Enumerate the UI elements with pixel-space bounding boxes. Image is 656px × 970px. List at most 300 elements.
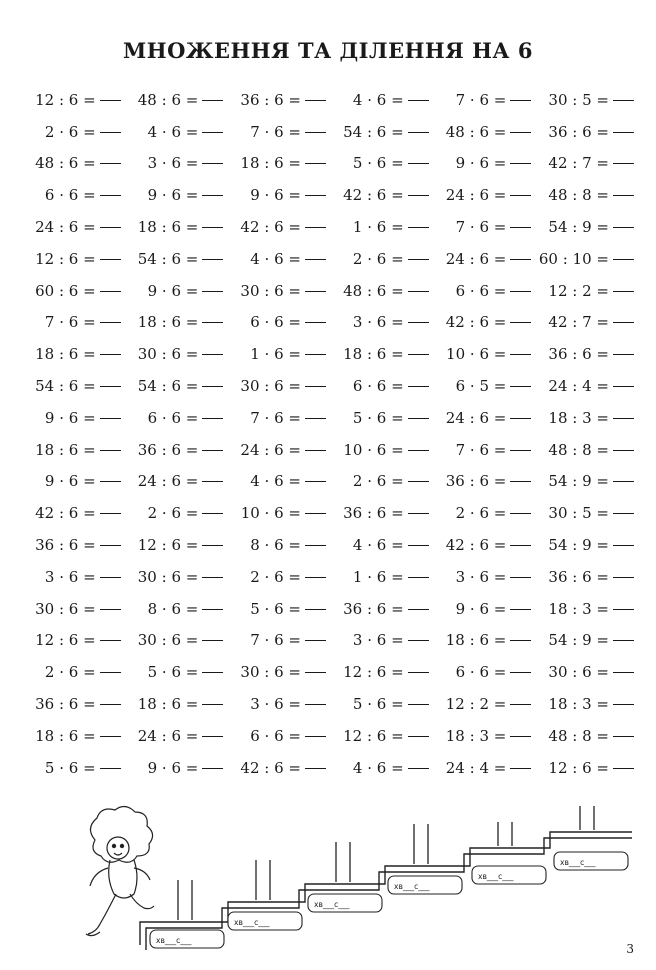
exercise-item [22, 593, 125, 625]
answer-blank[interactable] [510, 290, 531, 292]
answer-blank[interactable] [408, 735, 429, 737]
exercise-item [433, 338, 536, 370]
answer-blank[interactable] [613, 385, 634, 387]
exercise-expression: 54 : 9 = [548, 536, 609, 555]
exercise-expression: 9 · 6 = [44, 408, 96, 427]
exercise-item [125, 688, 228, 720]
answer-blank[interactable] [510, 480, 531, 482]
exercise-expression: 12 : 6 = [343, 663, 404, 682]
answer-blank[interactable] [305, 671, 326, 673]
answer-blank[interactable] [100, 290, 121, 292]
exercise-item [227, 434, 330, 466]
exercise-expression: 8 · 6 = [250, 536, 301, 555]
answer-blank[interactable] [613, 194, 634, 196]
exercise-item [330, 434, 433, 466]
exercise-item [535, 179, 638, 211]
answer-blank[interactable] [613, 449, 634, 451]
answer-blank[interactable] [305, 258, 326, 260]
exercise-expression: 36 : 6 = [343, 599, 404, 618]
answer-blank[interactable] [510, 639, 531, 641]
answer-blank[interactable] [510, 321, 531, 323]
exercise-item [330, 148, 433, 180]
answer-blank[interactable] [613, 576, 634, 578]
answer-blank[interactable] [100, 576, 121, 578]
answer-blank[interactable] [202, 131, 223, 133]
exercise-item [330, 338, 433, 370]
answer-blank[interactable] [202, 99, 223, 101]
answer-blank[interactable] [202, 512, 223, 514]
answer-blank[interactable] [202, 703, 223, 705]
answer-blank[interactable] [408, 671, 429, 673]
answer-blank[interactable] [305, 767, 326, 769]
answer-blank[interactable] [100, 671, 121, 673]
answer-blank[interactable] [202, 480, 223, 482]
exercise-item [433, 148, 536, 180]
answer-blank[interactable] [305, 353, 326, 355]
exercise-expression: 6 · 6 = [455, 281, 507, 300]
exercise-item [125, 84, 228, 116]
exercise-expression: 10 · 6 = [240, 504, 301, 523]
answer-blank[interactable] [202, 417, 223, 419]
answer-blank[interactable] [100, 735, 121, 737]
exercise-expression: 36 : 6 = [35, 536, 96, 555]
answer-blank[interactable] [613, 162, 634, 164]
exercise-expression: 2 · 6 = [44, 663, 96, 682]
answer-blank[interactable] [408, 226, 429, 228]
exercise-expression: 5 · 6 = [352, 154, 404, 173]
answer-blank[interactable] [408, 608, 429, 610]
answer-blank[interactable] [100, 512, 121, 514]
exercise-item [125, 593, 228, 625]
exercise-item [22, 402, 125, 434]
answer-blank[interactable] [408, 767, 429, 769]
answer-blank[interactable] [305, 512, 326, 514]
exercise-expression: 3 · 6 = [250, 695, 301, 714]
exercise-item [433, 529, 536, 561]
answer-blank[interactable] [510, 417, 531, 419]
exercise-expression: 42 : 6 = [343, 186, 404, 205]
answer-blank[interactable] [613, 353, 634, 355]
answer-blank[interactable] [408, 353, 429, 355]
exercise-item [433, 593, 536, 625]
exercise-expression: 9 · 6 = [455, 599, 507, 618]
answer-blank[interactable] [408, 544, 429, 546]
exercise-expression: 5 · 6 = [250, 599, 301, 618]
exercise-expression: 36 : 6 = [343, 504, 404, 523]
answer-blank[interactable] [305, 417, 326, 419]
answer-blank[interactable] [100, 480, 121, 482]
exercise-item [330, 656, 433, 688]
answer-blank[interactable] [305, 162, 326, 164]
answer-blank[interactable] [510, 162, 531, 164]
exercise-expression: 36 : 6 = [548, 345, 609, 364]
exercise-expression: 18 : 6 = [137, 695, 199, 714]
exercise-expression: 12 : 6 = [35, 631, 96, 650]
answer-blank[interactable] [613, 321, 634, 323]
answer-blank[interactable] [510, 767, 531, 769]
answer-blank[interactable] [408, 290, 429, 292]
answer-blank[interactable] [305, 226, 326, 228]
answer-blank[interactable] [510, 735, 531, 737]
exercise-item [22, 179, 125, 211]
exercise-expression: 9 · 6 = [455, 154, 507, 173]
answer-blank[interactable] [613, 544, 634, 546]
exercise-expression: 18 : 6 = [445, 631, 507, 650]
exercise-expression: 5 · 6 = [352, 695, 404, 714]
exercise-expression: 48 : 6 = [137, 90, 199, 109]
answer-blank[interactable] [510, 353, 531, 355]
exercise-item [227, 466, 330, 498]
answer-blank[interactable] [100, 258, 121, 260]
exercise-expression: 6 · 6 = [147, 408, 199, 427]
exercise-item [535, 211, 638, 243]
exercise-expression: 48 : 6 = [445, 122, 507, 141]
answer-blank[interactable] [100, 162, 121, 164]
answer-blank[interactable] [510, 512, 531, 514]
answer-blank[interactable] [510, 131, 531, 133]
exercise-item [125, 402, 228, 434]
answer-blank[interactable] [408, 321, 429, 323]
answer-blank[interactable] [510, 671, 531, 673]
answer-blank[interactable] [305, 131, 326, 133]
exercise-expression: 12 : 6 = [35, 249, 96, 268]
answer-blank[interactable] [613, 290, 634, 292]
exercise-expression: 36 : 6 = [548, 567, 609, 586]
answer-blank[interactable] [510, 544, 531, 546]
answer-blank[interactable] [100, 608, 121, 610]
answer-blank[interactable] [613, 258, 634, 260]
answer-blank[interactable] [305, 290, 326, 292]
exercise-item [125, 243, 228, 275]
exercise-expression: 36 : 6 = [35, 695, 96, 714]
exercise-item [22, 561, 125, 593]
exercise-item [535, 148, 638, 180]
exercise-item [125, 179, 228, 211]
answer-blank[interactable] [305, 608, 326, 610]
exercise-item [227, 211, 330, 243]
exercise-item [433, 656, 536, 688]
exercise-expression: 10 · 6 = [343, 440, 404, 459]
exercise-expression: 6 · 6 = [455, 663, 507, 682]
answer-blank[interactable] [510, 703, 531, 705]
answer-blank[interactable] [305, 194, 326, 196]
answer-blank[interactable] [613, 131, 634, 133]
exercise-item [22, 434, 125, 466]
answer-blank[interactable] [100, 226, 121, 228]
exercise-item [227, 529, 330, 561]
answer-blank[interactable] [305, 639, 326, 641]
answer-blank[interactable] [510, 226, 531, 228]
exercise-expression: 54 : 9 = [548, 631, 609, 650]
answer-blank[interactable] [100, 131, 121, 133]
exercise-item [535, 466, 638, 498]
exercise-expression: 60 : 10 = [538, 249, 609, 268]
exercise-expression: 30 : 6 = [240, 281, 301, 300]
answer-blank[interactable] [100, 639, 121, 641]
exercise-item [535, 434, 638, 466]
exercise-expression: 30 : 6 = [240, 663, 301, 682]
exercise-expression: 42 : 6 = [240, 758, 301, 777]
exercise-expression: 42 : 6 = [445, 313, 507, 332]
answer-blank[interactable] [613, 512, 634, 514]
answer-blank[interactable] [510, 576, 531, 578]
answer-blank[interactable] [408, 480, 429, 482]
exercise-item [125, 116, 228, 148]
exercise-expression: 7 · 6 = [250, 408, 301, 427]
answer-blank[interactable] [100, 353, 121, 355]
exercise-item [535, 243, 638, 275]
exercise-expression: 6 · 6 = [250, 313, 301, 332]
answer-blank[interactable] [202, 544, 223, 546]
exercise-expression: 3 · 6 = [147, 154, 199, 173]
exercise-expression: 18 : 6 = [343, 345, 404, 364]
exercise-item [535, 529, 638, 561]
exercise-item [535, 561, 638, 593]
answer-blank[interactable] [305, 385, 326, 387]
answer-blank[interactable] [202, 162, 223, 164]
exercise-expression: 18 : 6 = [35, 726, 96, 745]
answer-blank[interactable] [305, 321, 326, 323]
answer-blank[interactable] [613, 417, 634, 419]
exercise-expression: 24 : 6 = [445, 186, 507, 205]
exercise-expression: 24 : 6 = [445, 249, 507, 268]
answer-blank[interactable] [613, 480, 634, 482]
answer-blank[interactable] [202, 353, 223, 355]
exercise-expression: 30 : 6 = [35, 599, 96, 618]
answer-blank[interactable] [202, 449, 223, 451]
exercise-item [330, 625, 433, 657]
time-tag-6: хв___с___ [560, 858, 596, 867]
exercise-item [330, 179, 433, 211]
answer-blank[interactable] [408, 449, 429, 451]
answer-blank[interactable] [305, 735, 326, 737]
exercise-expression: 36 : 6 = [548, 122, 609, 141]
exercise-item [22, 116, 125, 148]
exercise-item [22, 211, 125, 243]
exercise-item [125, 307, 228, 339]
exercise-expression: 7 · 6 = [455, 90, 507, 109]
time-tag-1: хв___с___ [156, 936, 192, 945]
answer-blank[interactable] [510, 99, 531, 101]
exercise-expression: 54 : 6 = [137, 249, 199, 268]
exercise-expression: 18 : 6 = [35, 440, 96, 459]
exercise-item [433, 688, 536, 720]
exercise-expression: 5 · 6 = [147, 663, 199, 682]
answer-blank[interactable] [202, 639, 223, 641]
exercise-expression: 54 : 9 = [548, 472, 609, 491]
exercise-item [125, 720, 228, 752]
answer-blank[interactable] [305, 576, 326, 578]
exercise-item [330, 593, 433, 625]
exercise-item [227, 275, 330, 307]
answer-blank[interactable] [100, 767, 121, 769]
exercise-expression: 18 : 6 = [137, 218, 199, 237]
exercise-expression: 2 · 6 = [352, 249, 404, 268]
answer-blank[interactable] [408, 512, 429, 514]
exercise-expression: 18 : 3 = [548, 695, 609, 714]
answer-blank[interactable] [408, 258, 429, 260]
exercise-item [22, 84, 125, 116]
exercise-item [433, 307, 536, 339]
answer-blank[interactable] [305, 99, 326, 101]
exercise-item [22, 656, 125, 688]
answer-blank[interactable] [510, 194, 531, 196]
exercise-item [330, 307, 433, 339]
exercise-item [227, 688, 330, 720]
answer-blank[interactable] [202, 321, 223, 323]
answer-blank[interactable] [408, 131, 429, 133]
exercise-item [227, 561, 330, 593]
answer-blank[interactable] [408, 576, 429, 578]
exercise-item [125, 434, 228, 466]
answer-blank[interactable] [408, 194, 429, 196]
exercise-expression: 5 · 6 = [352, 408, 404, 427]
answer-blank[interactable] [100, 703, 121, 705]
answer-blank[interactable] [100, 385, 121, 387]
answer-blank[interactable] [305, 703, 326, 705]
exercise-expression: 3 · 6 = [44, 567, 96, 586]
exercise-item [22, 529, 125, 561]
answer-blank[interactable] [202, 735, 223, 737]
exercise-expression: 42 : 7 = [548, 313, 609, 332]
answer-blank[interactable] [408, 639, 429, 641]
exercise-item [330, 561, 433, 593]
exercise-item [535, 307, 638, 339]
exercise-item [125, 370, 228, 402]
answer-blank[interactable] [408, 703, 429, 705]
answer-blank[interactable] [202, 290, 223, 292]
exercise-expression: 8 · 6 = [147, 599, 199, 618]
exercise-expression: 42 : 6 = [240, 218, 301, 237]
answer-blank[interactable] [305, 480, 326, 482]
exercise-expression: 54 : 6 = [137, 377, 199, 396]
answer-blank[interactable] [613, 226, 634, 228]
answer-blank[interactable] [202, 258, 223, 260]
exercise-item [535, 625, 638, 657]
exercise-item [227, 625, 330, 657]
exercise-item [433, 275, 536, 307]
answer-blank[interactable] [100, 321, 121, 323]
exercise-item [433, 434, 536, 466]
exercise-item [125, 529, 228, 561]
lion-mascot-icon [86, 806, 154, 935]
answer-blank[interactable] [202, 194, 223, 196]
exercise-expression: 3 · 6 = [455, 567, 507, 586]
answer-blank[interactable] [100, 449, 121, 451]
exercise-item [22, 370, 125, 402]
exercise-expression: 3 · 6 = [352, 631, 404, 650]
exercise-expression: 1 · 6 = [250, 345, 301, 364]
answer-blank[interactable] [408, 162, 429, 164]
answer-blank[interactable] [613, 671, 634, 673]
exercise-item [433, 497, 536, 529]
exercise-item [22, 752, 125, 784]
exercise-item [433, 752, 536, 784]
exercise-expression: 48 : 8 = [548, 186, 609, 205]
answer-blank[interactable] [510, 385, 531, 387]
exercise-expression: 4 · 6 = [250, 472, 301, 491]
answer-blank[interactable] [510, 449, 531, 451]
exercise-expression: 7 · 6 = [455, 218, 507, 237]
answer-blank[interactable] [305, 544, 326, 546]
exercise-expression: 48 : 6 = [35, 154, 96, 173]
exercise-expression: 1 · 6 = [352, 218, 404, 237]
answer-blank[interactable] [613, 99, 634, 101]
exercise-item [330, 211, 433, 243]
exercise-expression: 2 · 6 = [250, 567, 301, 586]
exercise-expression: 24 : 4 = [548, 377, 609, 396]
answer-blank[interactable] [613, 608, 634, 610]
exercise-expression: 1 · 6 = [352, 567, 404, 586]
answer-blank[interactable] [202, 226, 223, 228]
exercise-expression: 2 · 6 = [352, 472, 404, 491]
exercise-item [433, 625, 536, 657]
answer-blank[interactable] [408, 99, 429, 101]
answer-blank[interactable] [510, 608, 531, 610]
answer-blank[interactable] [613, 735, 634, 737]
answer-blank[interactable] [510, 258, 531, 260]
answer-blank[interactable] [613, 767, 634, 769]
exercise-expression: 24 : 6 = [35, 218, 96, 237]
answer-blank[interactable] [408, 417, 429, 419]
exercise-item [433, 402, 536, 434]
exercise-expression: 12 : 6 = [343, 726, 404, 745]
exercise-expression: 9 · 6 = [147, 186, 199, 205]
time-tag-2: хв___с___ [234, 918, 270, 927]
exercise-item [22, 243, 125, 275]
exercise-expression: 24 : 4 = [445, 758, 507, 777]
exercise-expression: 30 : 6 = [548, 663, 609, 682]
answer-blank[interactable] [202, 767, 223, 769]
exercise-expression: 42 : 6 = [445, 536, 507, 555]
exercise-expression: 24 : 6 = [137, 726, 199, 745]
answer-blank[interactable] [202, 576, 223, 578]
exercise-expression: 24 : 6 = [240, 440, 301, 459]
answer-blank[interactable] [408, 385, 429, 387]
answer-blank[interactable] [202, 671, 223, 673]
exercise-item [330, 243, 433, 275]
exercise-expression: 7 · 6 = [44, 313, 96, 332]
exercise-item [330, 752, 433, 784]
exercise-item [22, 275, 125, 307]
exercise-item [125, 656, 228, 688]
exercise-expression: 4 · 6 = [250, 249, 301, 268]
exercise-item [330, 116, 433, 148]
exercise-expression: 4 · 6 = [147, 122, 199, 141]
answer-blank[interactable] [202, 385, 223, 387]
answer-blank[interactable] [100, 194, 121, 196]
exercise-expression: 7 · 6 = [250, 122, 301, 141]
answer-blank[interactable] [613, 703, 634, 705]
exercise-expression: 18 : 3 = [445, 726, 507, 745]
exercise-expression: 4 · 6 = [352, 90, 404, 109]
exercise-expression: 54 : 6 = [35, 377, 96, 396]
answer-blank[interactable] [202, 608, 223, 610]
answer-blank[interactable] [100, 544, 121, 546]
exercise-item [227, 243, 330, 275]
exercise-expression: 12 : 2 = [445, 695, 507, 714]
answer-blank[interactable] [100, 99, 121, 101]
exercise-item [125, 625, 228, 657]
answer-blank[interactable] [100, 417, 121, 419]
exercise-expression: 30 : 6 = [137, 345, 199, 364]
exercise-item [535, 275, 638, 307]
exercise-item [433, 84, 536, 116]
answer-blank[interactable] [613, 639, 634, 641]
answer-blank[interactable] [305, 449, 326, 451]
exercise-item [330, 466, 433, 498]
exercise-expression: 18 : 3 = [548, 599, 609, 618]
